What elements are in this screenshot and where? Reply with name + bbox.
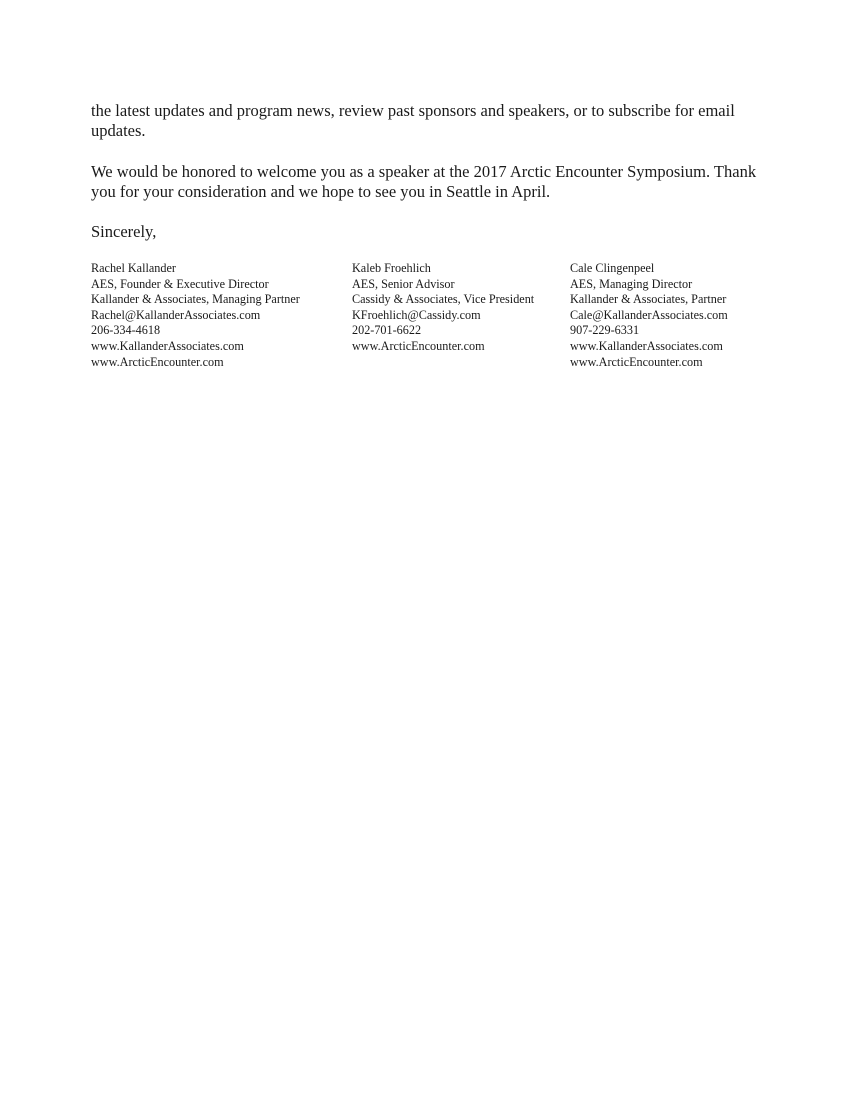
signer-company-title: Kallander & Associates, Partner: [570, 292, 727, 307]
signer-phone: 202-701-6622: [352, 323, 422, 338]
signer-email: KFroehlich@Cassidy.com: [352, 307, 481, 322]
signer-website: www.ArcticEncounter.com: [91, 354, 224, 369]
signer-website: www.ArcticEncounter.com: [352, 338, 485, 353]
signature-kaleb-froehlich: [352, 261, 534, 355]
signer-company-title: Cassidy & Associates, Vice President: [352, 292, 535, 307]
signer-name: Rachel Kallander: [91, 261, 176, 275]
signer-email: Rachel@KallanderAssociates.com: [91, 307, 261, 322]
body-paragraph-invitation: We would be honored to welcome you as a speaker at the 2017 Arctic Encounter Symposium. Thank you for your consideration and we hope to see you in Seattle in April.: [91, 162, 757, 201]
signer-title: AES, Managing Director: [570, 276, 693, 291]
signature-rachel-kallander: [91, 261, 300, 370]
signer-phone: 907-229-6331: [570, 323, 640, 338]
closing-salutation: Sincerely,: [91, 222, 157, 241]
signer-website: www.KallanderAssociates.com: [570, 338, 723, 353]
signer-company-title: Kallander & Associates, Managing Partner: [91, 292, 300, 307]
signer-email: Cale@KallanderAssociates.com: [570, 307, 728, 322]
signer-title: AES, Founder & Executive Director: [91, 276, 269, 291]
signer-title: AES, Senior Advisor: [352, 276, 455, 291]
signer-website: www.ArcticEncounter.com: [570, 354, 703, 369]
signer-website: www.KallanderAssociates.com: [91, 338, 244, 353]
signature-cale-clingenpeel: [570, 261, 728, 370]
signer-name: Kaleb Froehlich: [352, 261, 431, 275]
signer-phone: 206-334-4618: [91, 323, 161, 338]
body-paragraph-updates: the latest updates and program news, review past sponsors and speakers, or to subscribe for email updates.: [91, 101, 735, 140]
signer-name: Cale Clingenpeel: [570, 261, 655, 275]
